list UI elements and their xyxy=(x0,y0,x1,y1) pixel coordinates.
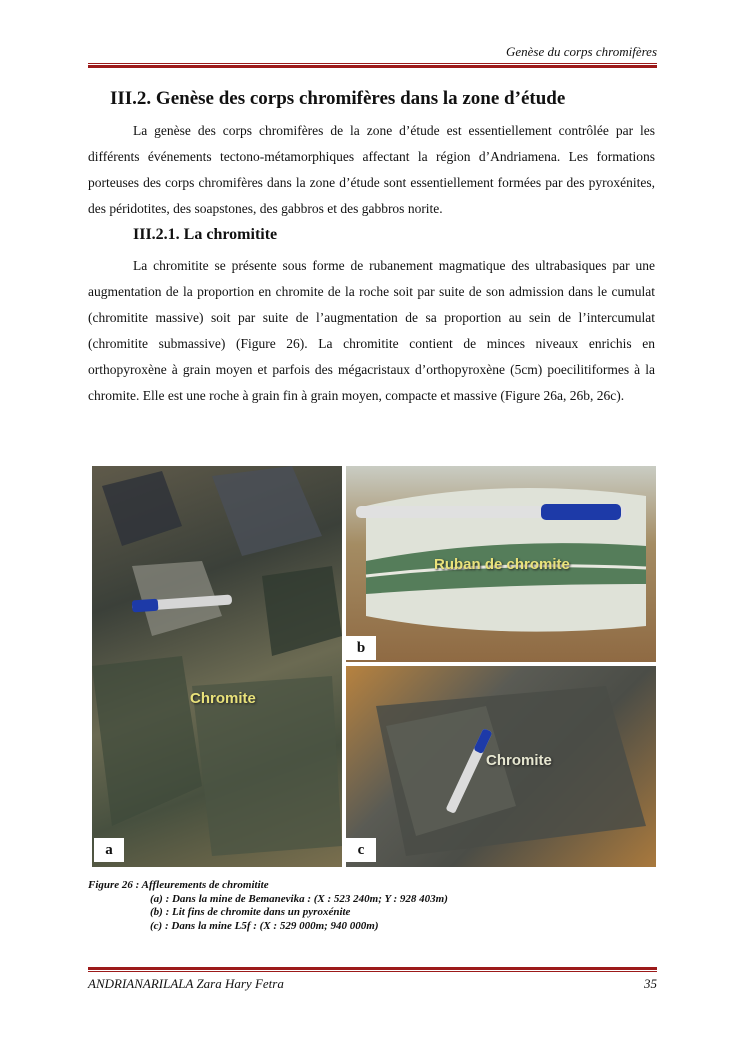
header-rule xyxy=(88,63,657,68)
caption-title: Figure 26 : Affleurements de chromitite xyxy=(88,879,269,891)
section-title: III.2. Genèse des corps chromifères dans la zone d’étude xyxy=(110,88,566,109)
caption-line: (b) : Lit fins de chromite dans un pyroxénite xyxy=(150,906,351,918)
photo-a-texture xyxy=(92,466,342,867)
photo-b-chromite-band xyxy=(346,466,656,662)
caption-line: (c) : Dans la mine L5f : (X : 529 000m; 940 000m) xyxy=(150,919,379,932)
photo-c-letter: c xyxy=(346,838,376,862)
figure-caption xyxy=(88,879,448,933)
photo-a-letter: a xyxy=(94,838,124,862)
figure-26 xyxy=(92,466,656,867)
running-header: Genèse du corps chromifères xyxy=(505,44,657,59)
photo-a-chromite-outcrop xyxy=(92,466,342,867)
photo-b-letter: b xyxy=(346,636,376,660)
page-number: 35 xyxy=(644,976,657,991)
section-paragraph xyxy=(88,118,655,222)
subsection-paragraph xyxy=(88,253,655,409)
subsection-title: III.2.1. La chromitite xyxy=(133,226,278,243)
subsection-paragraph-text: La chromitite se présente sous forme de rubanement magmatique des ultrabasiques par une augmentation de la proportion en chromite de la roche soit par suite de son admission dans le cumulat (chromitite massive) soit par suite de l’augmentation de sa proportion au sein de l’intercumulat (chromitite submassive) (Figure 26). La chromitite contient de minces niveaux enrichis en orthopyroxène à grain moyen et parfois des mégacristaux d’orthopyroxène (5cm) poecilitiformes à la chromite. Elle est une roche à grain fin à grain moyen, compacte et massive (Figure 26a, 26b, 26c). xyxy=(88,258,655,403)
footer-rule xyxy=(88,967,657,972)
footer-author: ANDRIANARILALA Zara Hary Fetra xyxy=(88,976,284,991)
photo-b-label: Ruban de chromite xyxy=(434,556,570,573)
photo-c-label: Chromite xyxy=(486,752,552,769)
section-paragraph-text: La genèse des corps chromifères de la zone d’étude est essentiellement contrôlée par les différents événements tectono-métamorphiques affectant la région d’Andriamena. Les formations porteuses des corps chromifères dans la zone d’étude sont essentiellement formées par des pyroxénites, des péridotites, des soapstones, des gabbros et des gabbros norite. xyxy=(88,123,655,216)
caption-line: (a) : Dans la mine de Bemanevika : (X : 523 240m; Y : 928 403m) xyxy=(150,892,448,905)
photo-c-chromite-outcrop xyxy=(346,666,656,867)
photo-a-label: Chromite xyxy=(190,690,256,707)
